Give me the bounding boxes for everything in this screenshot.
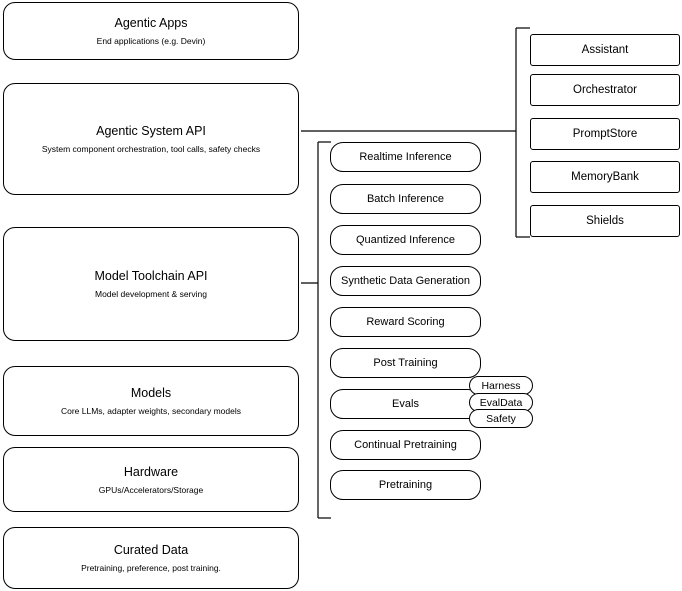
- layer-title: Models: [130, 386, 172, 400]
- layer-title: Model Toolchain API: [94, 269, 208, 283]
- component-promptstore[interactable]: [530, 118, 680, 150]
- component-shields[interactable]: [530, 205, 680, 237]
- layer-models[interactable]: [3, 366, 299, 436]
- component-label: Batch Inference: [366, 193, 445, 205]
- evals-subcomponent-label: Harness: [481, 379, 521, 392]
- component-label: Evals: [392, 398, 419, 410]
- layer-curated-data[interactable]: [3, 527, 299, 589]
- component-orchestrator[interactable]: [530, 74, 680, 106]
- component-memorybank[interactable]: [530, 161, 680, 193]
- layer-title: Agentic Apps: [114, 16, 188, 30]
- layer-subtitle: End applications (e.g. Devin): [96, 36, 206, 46]
- component-label: Post Training: [373, 357, 438, 369]
- layer-agentic-apps[interactable]: [3, 2, 299, 60]
- layer-title: Hardware: [123, 464, 179, 479]
- component-post-training[interactable]: [330, 348, 481, 378]
- component-label: MemoryBank: [571, 171, 639, 183]
- component-label: Orchestrator: [573, 84, 637, 96]
- layer-model-toolchain-api[interactable]: [3, 227, 299, 341]
- layer-agentic-system-api[interactable]: [3, 83, 299, 195]
- component-label: Synthetic Data Generation: [340, 275, 471, 287]
- component-label: Quantized Inference: [355, 234, 456, 246]
- component-label: Assistant: [581, 44, 629, 56]
- component-label: Pretraining: [378, 479, 433, 491]
- layer-subtitle: GPUs/Accelerators/Storage: [98, 484, 204, 495]
- evals-subcomponent-label: Safety: [486, 412, 516, 425]
- component-reward-scoring[interactable]: [330, 307, 481, 337]
- layer-subtitle: Core LLMs, adapter weights, secondary models: [60, 406, 241, 416]
- layer-subtitle: Model development & serving: [95, 289, 207, 299]
- component-label: PromptStore: [572, 128, 638, 140]
- evals-subcomponent-label: EvalData: [479, 396, 523, 409]
- component-label: Reward Scoring: [366, 316, 445, 328]
- component-label: Realtime Inference: [359, 151, 452, 163]
- layer-hardware[interactable]: [3, 447, 299, 512]
- component-pretraining[interactable]: [330, 470, 481, 500]
- component-label: Shields: [586, 215, 624, 227]
- component-realtime-inference[interactable]: [330, 142, 481, 172]
- component-evals[interactable]: [330, 389, 481, 419]
- layer-subtitle: System component orchestration, tool calls, safety checks: [41, 144, 261, 154]
- component-synthetic-data-generation[interactable]: [330, 266, 481, 296]
- component-assistant[interactable]: [530, 34, 680, 66]
- layer-title: Curated Data: [113, 543, 189, 557]
- layer-title: Agentic System API: [96, 124, 206, 138]
- component-continual-pretraining[interactable]: [330, 430, 481, 460]
- evals-subcomponent-safety[interactable]: [469, 409, 533, 428]
- component-label: Continual Pretraining: [354, 439, 457, 451]
- layer-subtitle: Pretraining, preference, post training.: [81, 563, 221, 573]
- component-quantized-inference[interactable]: [330, 225, 481, 255]
- component-batch-inference[interactable]: [330, 184, 481, 214]
